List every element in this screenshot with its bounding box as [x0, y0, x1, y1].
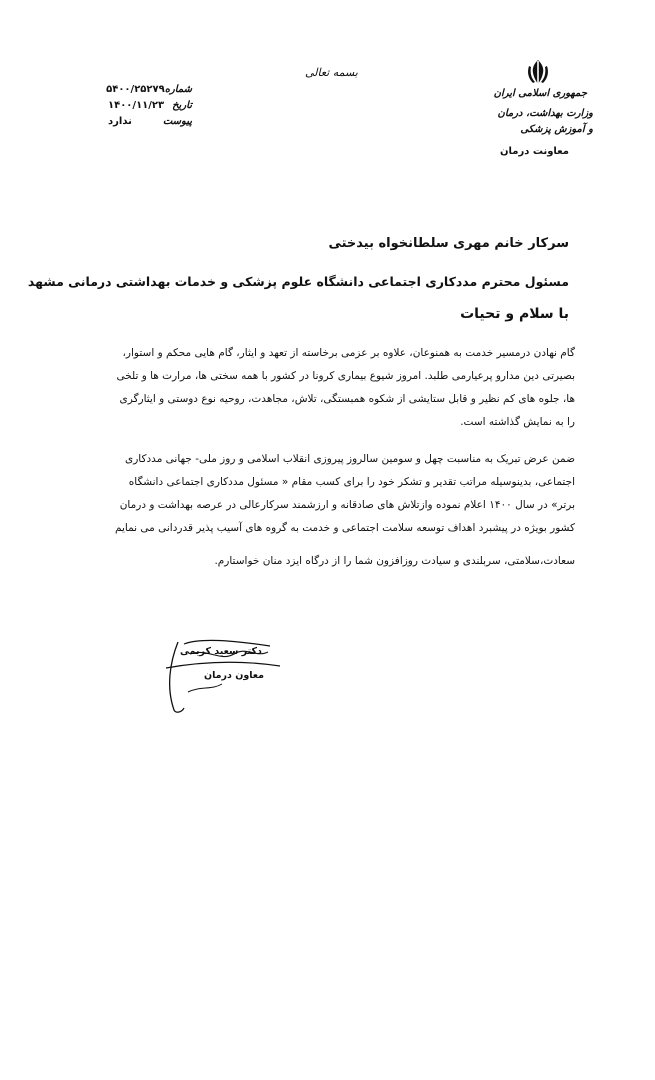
body-paragraph-1	[80, 342, 575, 434]
body-line: را به نمایش گذاشته است.	[460, 416, 575, 428]
invocation-text: بسمه تعالی	[305, 66, 358, 79]
letter-number-label: شماره	[164, 84, 192, 95]
ministry-name-line3: و آموزش پزشکی	[520, 124, 593, 135]
deputy-office-label: معاونت درمان	[500, 146, 569, 157]
letter-date-value: ۱۴۰۰/۱۱/۲۳	[108, 100, 165, 111]
body-line: گام نهادن درمسیر خدمت به همنوعان، علاوه بر عزمی برخاسته از تعهد و ایثار، گام هایی محکم و استوار،	[122, 347, 575, 359]
body-line: برتر» در سال ۱۴۰۰ اعلام نموده وازتلاش های صادقانه و ارزشمند سرکارعالی در عرصه بهداشت و درمان	[119, 499, 575, 511]
letter-attachment-row	[108, 116, 192, 127]
iran-emblem-icon	[524, 58, 552, 88]
body-line: ها، جلوه های کم نظیر و قابل ستایشی از شکوه همبستگی، تلاش، مجاهدت، روحیه نوع دوستی و ایثارگری	[119, 393, 575, 405]
signatory-name: دکتر سعید کریمی	[180, 646, 262, 657]
signatory-title: معاون درمان	[204, 670, 265, 681]
letter-attachment-label: پیوست	[162, 116, 192, 127]
letter-date-label: تاریخ	[172, 100, 192, 111]
body-line: بصیرتی دین مدارو پرعیارمی طلبد. امروز شیوع بیماری کرونا در کشور با همه سختی ها، مرارت ها و تلخی	[116, 370, 575, 382]
body-line: سعادت،سلامتی، سربلندی و سیادت روزافزون شما را از درگاه ایزد منان خواستارم.	[214, 555, 575, 567]
body-line: ضمن عرض تبریک به مناسبت چهل و سومین سالروز پیروزی انقلاب اسلامی و روز ملی- جهانی مددکاری	[125, 453, 575, 465]
body-line: اجتماعی، بدینوسیله مراتب تقدیر و تشکر خود را برای کسب مقام « مسئول مددکاری اجتماعی دانشگاه	[128, 476, 575, 488]
letter-attachment-value: ندارد	[108, 116, 132, 127]
letter-number-value: ۵۴۰۰/۲۵۲۷۹	[106, 84, 165, 95]
body-line: کشور بویژه در پیشبرد اهداف توسعه سلامت اجتماعی و خدمت به گروه های آسیب پذیر قدردانی می نمایم	[114, 522, 575, 534]
ministry-name-line2: وزارت بهداشت، درمان	[497, 108, 593, 119]
letter-number-row	[108, 84, 192, 95]
addressee-position: مسئول محترم مددکاری اجتماعی دانشگاه علوم پزشکی و خدمات بهداشتی درمانی مشهد	[27, 274, 569, 289]
ministry-name-line1: جمهوری اسلامی ایران	[493, 88, 587, 99]
letter-date-row	[108, 100, 192, 111]
body-paragraph-3	[80, 550, 575, 573]
addressee-name: سرکار خانم مهری سلطانخواه بیدختی	[328, 236, 569, 251]
greeting: با سلام و تحیات	[460, 306, 569, 322]
body-paragraph-2	[80, 448, 575, 540]
